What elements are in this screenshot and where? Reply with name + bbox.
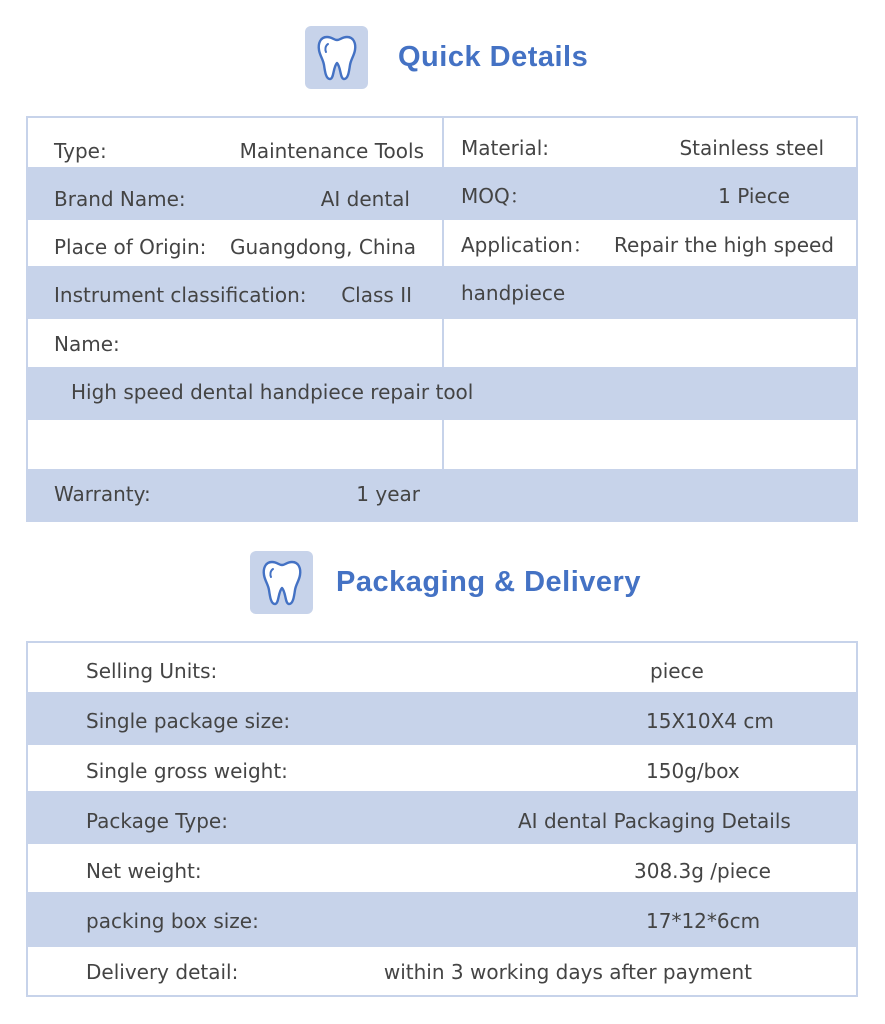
place-of-origin-label: Place of Origin: xyxy=(54,235,207,259)
quick-details-title: Quick Details xyxy=(398,41,589,73)
table-row-label: Single package size: xyxy=(86,709,291,733)
quick-details-header xyxy=(305,26,588,89)
moq-label: MOQ： xyxy=(461,184,530,208)
table-row-label: Package Type: xyxy=(86,809,228,833)
table-row-label: Selling Units: xyxy=(86,659,218,683)
table-row-value: piece xyxy=(650,659,704,683)
table-row-value: AI dental Packaging Details xyxy=(518,809,791,833)
material-label: Material: xyxy=(461,136,549,160)
table-row-value: 308.3g /piece xyxy=(634,859,771,883)
warranty-label: Warranty: xyxy=(54,482,151,506)
column-divider xyxy=(442,118,444,520)
table-row-label: Single gross weight: xyxy=(86,759,288,783)
packaging-delivery-table xyxy=(26,641,858,997)
moq-value: 1 Piece xyxy=(718,184,790,208)
name-value: High speed dental handpiece repair tool xyxy=(71,380,474,404)
warranty-value: 1 year xyxy=(356,482,420,506)
type-value: Maintenance Tools xyxy=(239,139,424,163)
table-row-value: 150g/box xyxy=(646,759,740,783)
packaging-delivery-title: Packaging & Delivery xyxy=(336,566,641,598)
type-label: Type: xyxy=(54,139,107,163)
instrument-classification-value: Class II xyxy=(341,283,412,307)
table-row-label: Net weight: xyxy=(86,859,202,883)
quick-details-table xyxy=(26,116,858,522)
name-label: Name: xyxy=(54,332,120,356)
material-value: Stainless steel xyxy=(679,136,824,160)
tooth-icon xyxy=(305,26,368,89)
table-row-label: packing box size: xyxy=(86,909,259,933)
application-label: Application： xyxy=(461,233,593,257)
packaging-delivery-header xyxy=(250,551,641,614)
table-row-label: Delivery detail: xyxy=(86,960,239,984)
instrument-classification-label: Instrument classification: xyxy=(54,283,307,307)
brand-name-value: AI dental xyxy=(320,187,410,211)
place-of-origin-value: Guangdong, China xyxy=(230,235,416,259)
table-row-value: 15X10X4 cm xyxy=(646,709,774,733)
table-row-value: 17*12*6cm xyxy=(646,909,761,933)
application-value: Repair the high speed xyxy=(614,233,834,257)
application-value-continued: handpiece xyxy=(461,281,566,305)
tooth-icon xyxy=(250,551,313,614)
table-row-value: within 3 working days after payment xyxy=(383,960,752,984)
brand-name-label: Brand Name: xyxy=(54,187,186,211)
